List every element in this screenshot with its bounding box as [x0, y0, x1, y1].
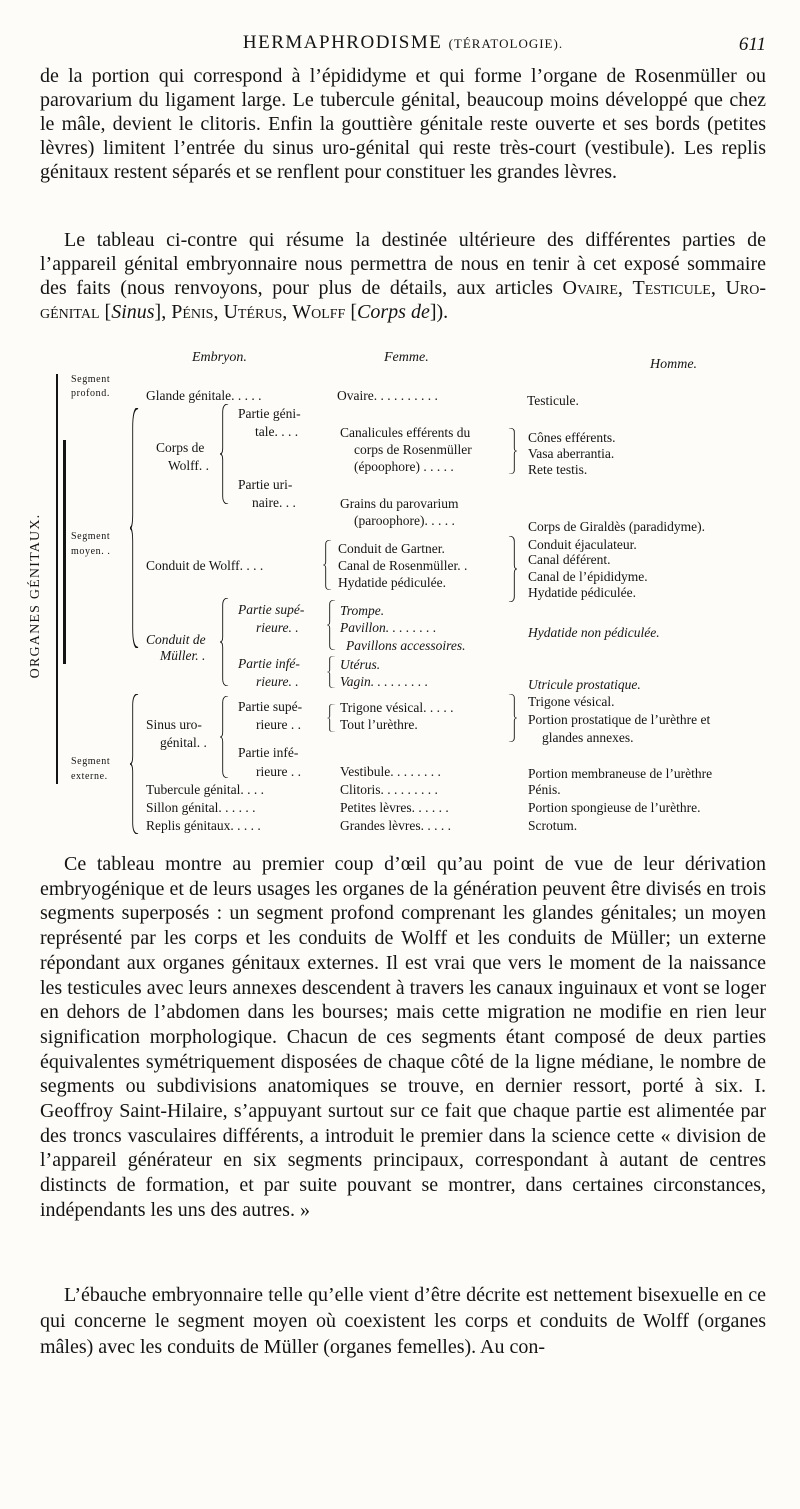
cell-muller-partie-sup-1: Partie supé-: [238, 602, 305, 617]
cell-conduit-de-muller-2: Müller. .: [160, 648, 206, 663]
cell-penis: Pénis.: [528, 782, 561, 797]
segment-moyen-label-1: Segment: [71, 531, 111, 542]
cell-canalicules-1: Canalicules efférents du: [340, 425, 471, 440]
brace-corps-wolff: [220, 404, 229, 504]
brace-r7-homme: [508, 694, 517, 742]
cell-petites-levres: Petites lèvres. . . . . .: [340, 800, 449, 815]
cell-canalicules-3: (époophore) . . . . .: [354, 459, 454, 474]
cell-sillon-genital: Sillon génital. . . . . .: [146, 800, 256, 815]
cell-rete-testis: Rete testis.: [528, 462, 588, 477]
segment-externe-label-2: externe.: [71, 771, 108, 782]
cell-trigone-vesical-femme: Trigone vésical. . . . .: [340, 700, 454, 715]
cell-portion-spongieuse: Portion spongieuse de l’urèthre.: [528, 800, 701, 815]
cell-conduit-ejaculateur: Conduit éjaculateur.: [528, 537, 637, 552]
cell-sinus-partie-sup-2: rieure . .: [256, 717, 301, 732]
cell-hydatide-non-pediculee: Hydatide non pédiculée.: [528, 625, 660, 640]
running-title-sub: (TÉRATOLOGIE).: [448, 36, 564, 51]
ref-ovaire: Ovaire: [562, 277, 618, 299]
cell-tubercule-genital: Tubercule génital. . . .: [146, 782, 264, 797]
cell-vestibule: Vestibule. . . . . . . .: [340, 764, 441, 779]
cell-portion-membraneuse: Portion membraneuse de l’urèthre: [528, 766, 713, 781]
ref-wolff: Wolff: [292, 301, 346, 323]
cell-scrotum: Scrotum.: [528, 818, 578, 833]
brace-partie-sup-femme: [327, 600, 336, 650]
ref-corps-de: Corps de: [357, 301, 430, 323]
paragraph-2-end: ).: [436, 301, 449, 323]
brace-sinus-sup-femme: [327, 704, 336, 732]
brace-segment-externe: [130, 694, 139, 834]
cell-conduit-de-wolff: Conduit de Wolff. . . .: [146, 558, 264, 573]
cell-muller-partie-inf-2: rieure. .: [256, 674, 299, 689]
paragraph-2: Le tableau ci-contre qui résume la destinée ultérieure des différentes parties de l’appareil génital embryonnaire nous permettra de nous en tenir à cet exposé sommaire des faits (nous renvoyons, pour plus de détails, aux articles Ovaire, Testicule, Uro-génital [Sinus], Pénis, Utérus, Wolff [Corps de]).: [40, 229, 766, 323]
segment-profond-label-1: Segment: [71, 374, 111, 385]
brace-r4-homme: [508, 536, 517, 602]
cell-corps-de-wolff-1: Corps de: [156, 440, 205, 455]
cell-trompe: Trompe.: [340, 603, 385, 618]
cell-corps-de-wolff-2: Wolff. .: [168, 458, 210, 473]
cell-pavillon: Pavillon. . . . . . . .: [340, 620, 437, 635]
cell-partie-urinaire-1: Partie uri-: [238, 477, 293, 492]
cell-conduit-de-muller-1: Conduit de: [146, 632, 206, 647]
cell-conduit-gartner: Conduit de Gartner.: [338, 541, 445, 556]
segment-externe-label-1: Segment: [71, 756, 111, 767]
page-number: 611: [738, 34, 766, 55]
segment-moyen-label-2: moyen. .: [71, 546, 111, 557]
cell-canal-deferent: Canal déférent.: [528, 552, 611, 567]
brace-partie-inf-femme: [327, 656, 336, 688]
col-header-embryon: Embryon.: [192, 350, 247, 365]
cell-uterus: Utérus.: [340, 657, 381, 672]
cell-portion-prostatique: Portion prostatique de l’urèthre et: [528, 712, 711, 727]
cell-canal-epididyme: Canal de l’épididyme.: [528, 569, 648, 584]
ref-testicule: Testicule: [632, 277, 711, 299]
brace-conduit-wolff-femme: [323, 540, 332, 590]
brace-sinus: [220, 696, 229, 778]
paragraph-2-text: Le tableau ci-contre qui résume la destinée ultérieure des différentes parties de l’appareil génital embryonnaire nous permettra de nous en tenir à cet exposé sommaire des faits (nous renvoyons, pour plus de détails, aux articles: [40, 229, 766, 299]
brace-conduit-muller: [220, 598, 229, 686]
col-header-femme: Femme.: [384, 350, 429, 365]
cell-sinus-uro-genital-2: génital. .: [160, 735, 207, 750]
segment-profond-label-2: profond.: [71, 388, 110, 399]
paragraph-1: de la portion qui correspond à l’épididyme et qui forme l’organe de Rosenmüller ou parovarium du ligament large. Le tubercule génital, beaucoup moins développé que chez le mâle, devient le clitoris. Enfin la gouttière génitale reste ouverte et ses bords (petites lèvres) limitent l’entrée du sinus uro-génital qui reste très-court (vestibule). Les replis génitaux restent séparés et se renflent pour constituer les grandes lèvres.: [40, 65, 766, 183]
cell-canalicules-2: corps de Rosenmüller: [354, 442, 472, 457]
cell-sinus-partie-inf-1: Partie infé-: [238, 745, 299, 760]
cell-glandes-annexes: glandes annexes.: [542, 730, 634, 745]
cell-grains-parovarium-1: Grains du parovarium: [340, 496, 459, 511]
cell-replis-genitaux: Replis génitaux. . . . .: [146, 818, 261, 833]
cell-tout-urethre: Tout l’urèthre.: [340, 717, 418, 732]
ref-uterus: Utérus: [223, 301, 283, 323]
cell-grandes-levres: Grandes lèvres. . . . .: [340, 818, 451, 833]
cell-testicule: Testicule.: [527, 393, 579, 408]
cell-cones-efferents: Cônes efférents.: [528, 430, 616, 445]
brace-segment-moyen: [130, 408, 139, 648]
cell-sinus-partie-inf-2: rieure . .: [256, 764, 301, 779]
cell-hydatide-pediculee-homme: Hydatide pédiculée.: [528, 585, 636, 600]
paragraph-3: Ce tableau montre au premier coup d’œil qu’au point de vue de leur dérivation embryogénique et de leurs usages les organes de la génération peuvent être divisés en trois segments superposés : un segment profond comprenant les glandes génitales; un moyen représenté par les corps et les conduits de Wolff et les conduits de Müller; un externe répondant aux organes génitaux externes. Il est vrai que vers le moment de la naissance les testicules avec leurs annexes descendent à travers les canaux inguinaux et vont se loger en dehors de l’abdomen dans les bourses; mais cette migration ne modifie en rien leur signification morphologique. Chacun de ces segments étant composé de deux parties équivalentes symétriquement disposées de chaque côté de la ligne médiane, le nombre de segments ou subdivisions anatomiques se trouve, en dernier ressort, porté à six. I. Geoffroy Saint-Hilaire, s’appuyant surtout sur ce fait que chaque partie est alimentée par des troncs vasculaires différents, a introduit le premier dans la science cette « division de l’appareil générateur en six segments principaux, correspondant à autant de centres distincts de formation, et par suite pouvant se montrer, dans certaines circonstances, indépendants les uns des autres. »: [40, 853, 766, 1221]
cell-muller-partie-sup-2: rieure. .: [256, 620, 299, 635]
side-label-organes-genitaux: ORGANES GÉNITAUX.: [28, 513, 43, 679]
cell-partie-genitale-1: Partie géni-: [238, 406, 301, 421]
cell-partie-genitale-2: tale. . . .: [255, 424, 299, 439]
cell-canal-rosenmuller: Canal de Rosenmüller. .: [338, 558, 468, 573]
cell-ovaire: Ovaire. . . . . . . . . .: [337, 388, 438, 403]
ref-sinus: Sinus: [111, 301, 155, 323]
cell-muller-partie-inf-1: Partie infé-: [238, 656, 300, 671]
cell-glande-genitale: Glande génitale. . . . .: [146, 388, 262, 403]
cell-trigone-vesical-homme: Trigone vésical.: [528, 694, 615, 709]
cell-hydatide-pediculee-femme: Hydatide pédiculée.: [338, 575, 446, 590]
ref-penis: Pénis: [171, 301, 214, 323]
cell-sinus-partie-sup-1: Partie supé-: [238, 699, 303, 714]
cell-partie-urinaire-2: naire. . .: [252, 495, 296, 510]
cell-sinus-uro-genital-1: Sinus uro-: [146, 717, 202, 732]
cell-vagin: Vagin. . . . . . . . .: [340, 674, 429, 689]
cell-clitoris: Clitoris. . . . . . . . .: [340, 782, 438, 797]
col-header-homme: Homme.: [650, 357, 698, 372]
brace-r2-homme: [508, 428, 517, 474]
cell-vasa-aberrantia: Vasa aberrantia.: [528, 446, 615, 461]
side-rule-thick: [63, 440, 66, 664]
cell-utricule-prostatique: Utricule prostatique.: [528, 677, 641, 692]
running-title-main: HERMAPHRODISME: [242, 32, 443, 53]
cell-grains-parovarium-2: (paroophore). . . . .: [354, 513, 455, 528]
paragraph-4: L’ébauche embryonnaire telle qu’elle vient d’être décrite est nettement bisexuelle en ce qui concerne le segment moyen où coexistent les corps et conduits de Wolff (organes mâles) avec les conduits de Müller (organes femelles). Au con-: [40, 1284, 766, 1358]
cell-corps-giraldes: Corps de Giraldès (paradidyme).: [528, 519, 705, 534]
ref-uro-genital: Uro-génital: [40, 277, 766, 323]
side-rule-thin: [56, 374, 58, 784]
cell-pavillons-accessoires: Pavillons accessoires.: [346, 638, 466, 653]
